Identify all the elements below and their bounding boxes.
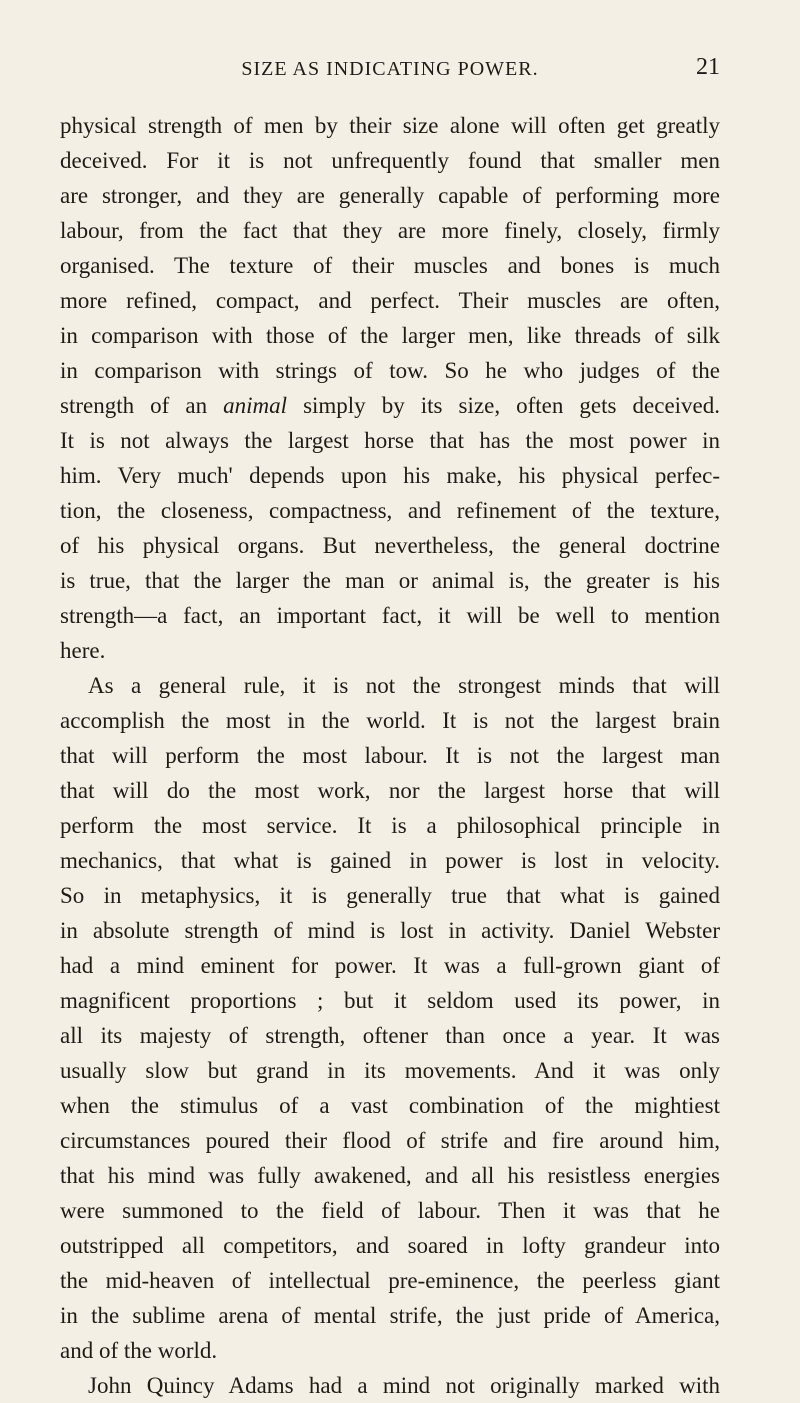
text-line: that will perform the most labour. It is not the largest man bbox=[60, 743, 720, 768]
text-fragment: simply by its size, often gets deceived. bbox=[287, 393, 720, 418]
text-line: tion, the closeness, compactness, and refinement of the texture, bbox=[60, 498, 720, 523]
text-line: usually slow but grand in its movements. And it was only bbox=[60, 1058, 720, 1083]
text-line: of his physical organs. But nevertheless, the general doctrine bbox=[60, 533, 720, 558]
text-line: is true, that the larger the man or animal is, the greater is his bbox=[60, 568, 720, 593]
text-line: when the stimulus of a vast combination of the mightiest bbox=[60, 1093, 720, 1118]
text-line: organised. The texture of their muscles and bones is much bbox=[60, 253, 720, 278]
text-line: had a mind eminent for power. It was a full-grown giant of bbox=[60, 953, 720, 978]
text-line: As a general rule, it is not the strongest minds that will bbox=[88, 673, 720, 698]
running-head: SIZE AS INDICATING POWER. bbox=[241, 58, 539, 80]
text-line: outstripped all competitors, and soared in lofty grandeur into bbox=[60, 1233, 720, 1258]
text-line: all its majesty of strength, oftener than once a year. It was bbox=[60, 1023, 720, 1048]
paragraph-2 bbox=[60, 668, 720, 1368]
text-line: that will do the most work, nor the largest horse that will bbox=[60, 778, 720, 803]
text-line: mechanics, that what is gained in power is lost in velocity. bbox=[60, 848, 720, 873]
text-line: in comparison with strings of tow. So he who judges of the bbox=[60, 358, 720, 383]
italic-word: animal bbox=[223, 393, 288, 418]
text-line: were summoned to the field of labour. Then it was that he bbox=[60, 1198, 720, 1223]
body-text bbox=[60, 108, 720, 1403]
paragraph-3 bbox=[60, 1368, 720, 1403]
text-line: him. Very much' depends upon his make, his physical perfec- bbox=[60, 463, 720, 488]
text-line: perform the most service. It is a philosophical principle in bbox=[60, 813, 720, 838]
text-line: labour, from the fact that they are more finely, closely, firmly bbox=[60, 218, 720, 243]
text-line: John Quincy Adams had a mind not originally marked with bbox=[88, 1373, 720, 1398]
text-line: in comparison with those of the larger men, like threads of silk bbox=[60, 323, 720, 348]
text-line: So in metaphysics, it is generally true that what is gained bbox=[60, 883, 720, 908]
text-line: that his mind was fully awakened, and all his resistless energies bbox=[60, 1163, 720, 1188]
page-header bbox=[60, 54, 720, 88]
text-line: in the sublime arena of mental strife, the just pride of America, bbox=[60, 1303, 720, 1328]
text-line: circumstances poured their flood of strife and fire around him, bbox=[60, 1128, 720, 1153]
text-line: are stronger, and they are generally capable of performing more bbox=[60, 183, 720, 208]
text-line: It is not always the largest horse that has the most power in bbox=[60, 428, 720, 453]
text-line: more refined, compact, and perfect. Their muscles are often, bbox=[60, 288, 720, 313]
text-fragment: strength of an bbox=[60, 393, 224, 418]
paragraph-1 bbox=[60, 108, 720, 668]
text-line: and of the world. bbox=[60, 1338, 218, 1363]
text-line: physical strength of men by their size alone will often get greatly bbox=[60, 113, 720, 138]
text-line: the mid-heaven of intellectual pre-eminence, the peerless giant bbox=[60, 1268, 720, 1293]
text-line: accomplish the most in the world. It is not the largest brain bbox=[60, 708, 720, 733]
text-line: magnificent proportions ; but it seldom used its power, in bbox=[60, 988, 720, 1013]
text-line: deceived. For it is not unfrequently found that smaller men bbox=[60, 148, 720, 173]
page-number: 21 bbox=[696, 54, 720, 80]
text-line: here. bbox=[60, 638, 106, 663]
text-line: strength—a fact, an important fact, it will be well to mention bbox=[60, 603, 720, 628]
text-line-with-italic bbox=[60, 388, 720, 423]
text-line: in absolute strength of mind is lost in activity. Daniel Webster bbox=[60, 918, 720, 943]
